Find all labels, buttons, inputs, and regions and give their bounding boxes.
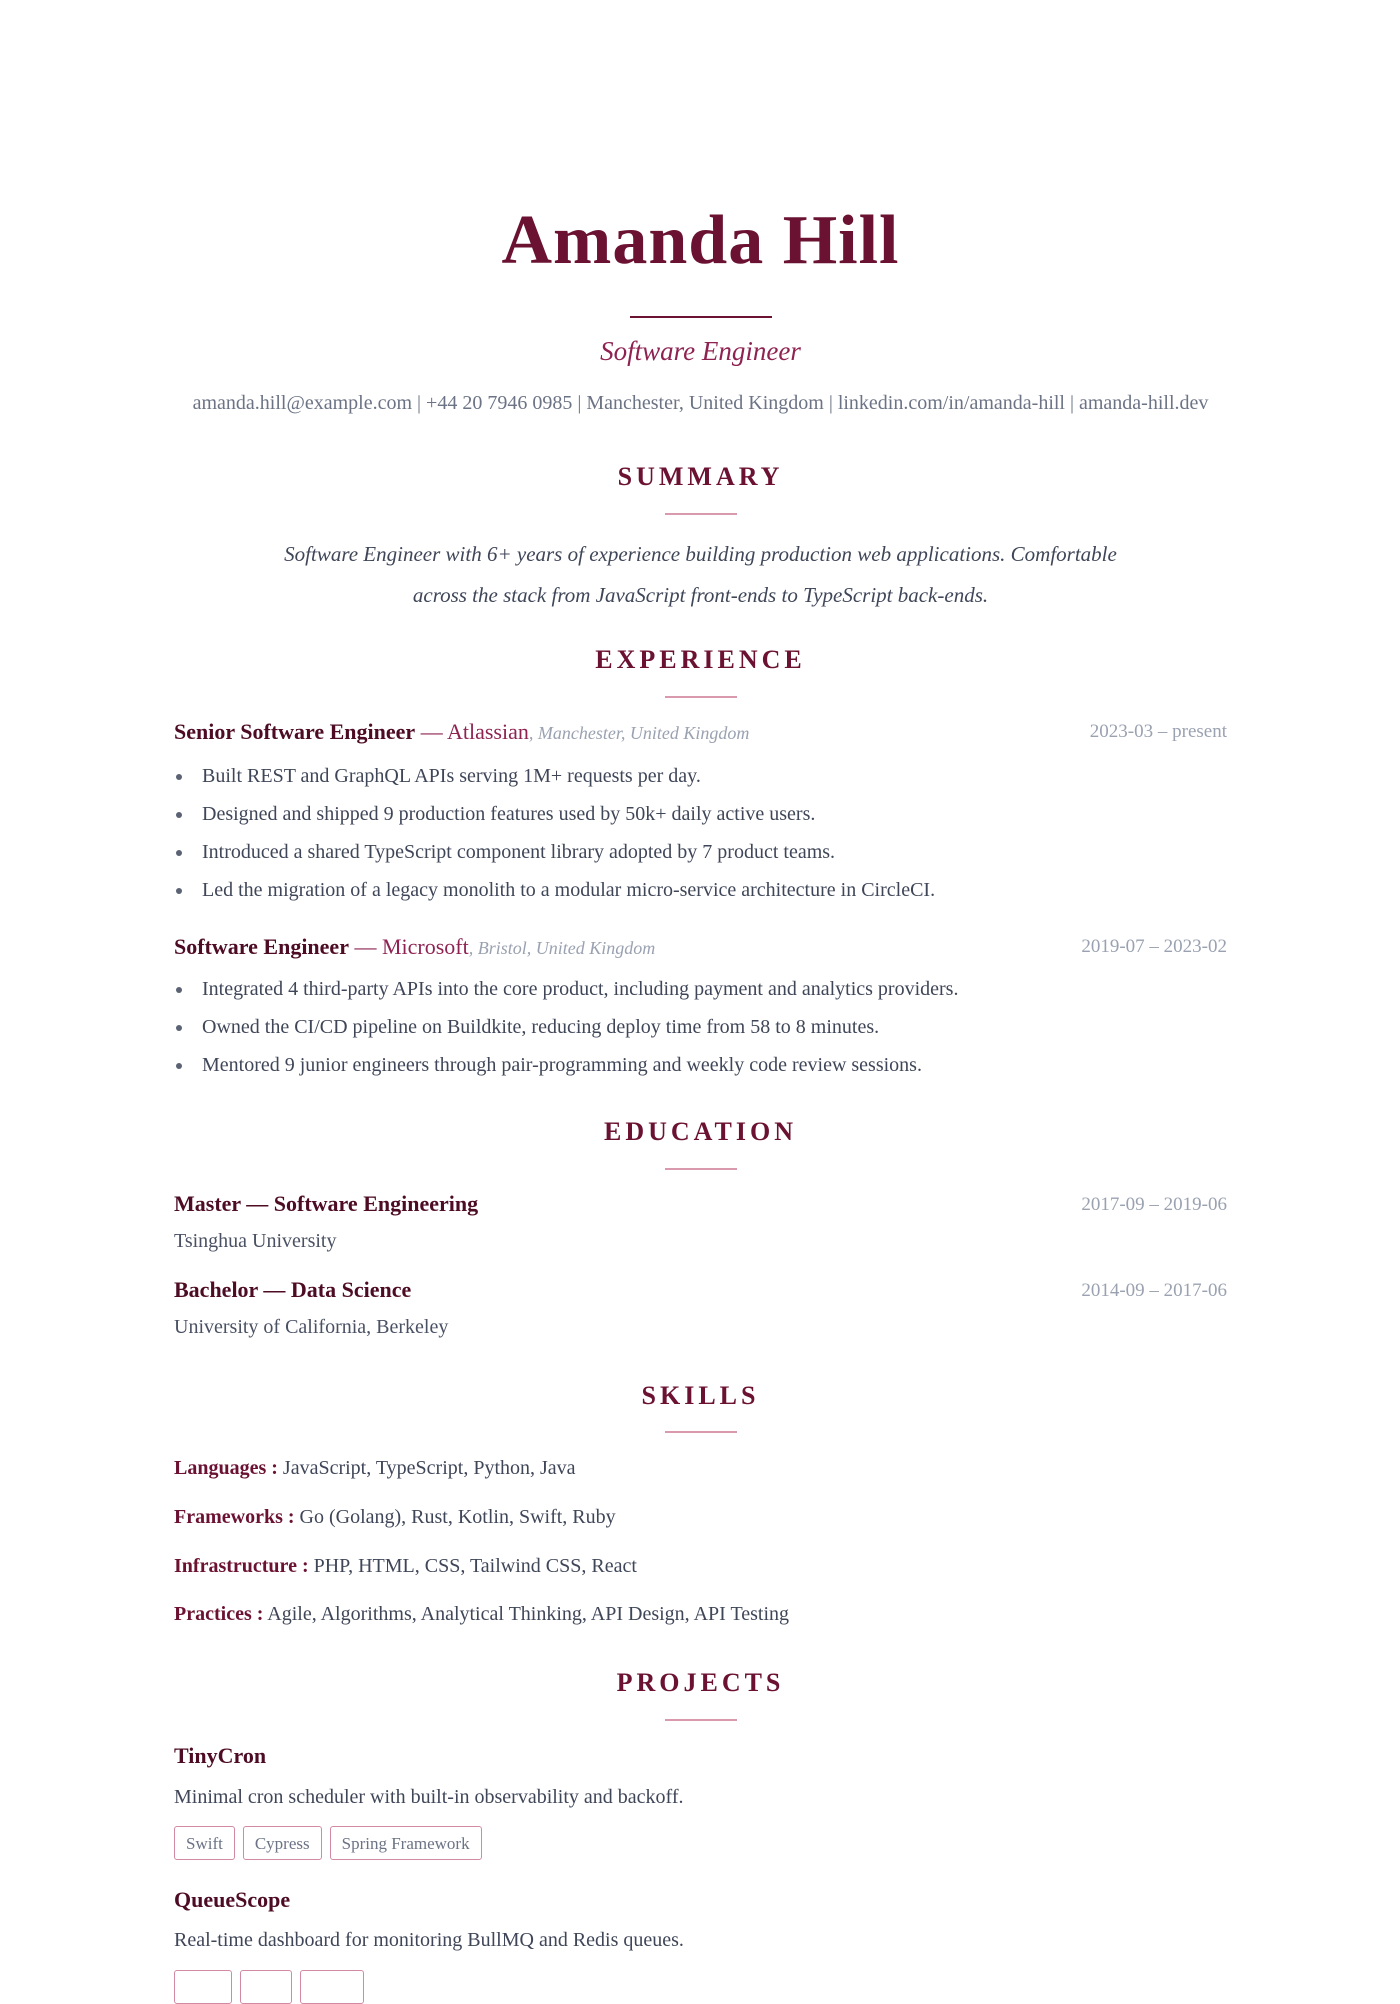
education-degree: Bachelor — Data Science — [174, 1277, 412, 1302]
job-dates: 2019-07 – 2023-02 — [1081, 936, 1227, 957]
tag-badge: Swift — [174, 1826, 235, 1860]
candidate-role: Software Engineer — [600, 336, 801, 366]
list-item: Integrated 4 third-party APIs into the core product, including payment and analytics providers. — [174, 970, 1227, 1008]
section-divider-experience — [665, 696, 737, 698]
skill-values: Agile, Algorithms, Analytical Thinking, API Design, API Testing — [263, 1603, 790, 1625]
job-location: , Manchester, United Kingdom — [528, 723, 750, 743]
skill-values: Go (Golang), Rust, Kotlin, Swift, Ruby — [294, 1506, 616, 1528]
education-dates: 2017-09 – 2019-06 — [1081, 1194, 1227, 1215]
project-description: Minimal cron scheduler with built-in observability and backoff. — [174, 1786, 684, 1808]
job-bullets — [174, 970, 1227, 1084]
skill-row — [174, 1506, 616, 1529]
job-title: Software Engineer — [174, 934, 349, 959]
skill-row — [174, 1555, 637, 1578]
project-description: Real-time dashboard for monitoring BullMQ and Redis queues. — [174, 1929, 684, 1951]
section-divider-education — [665, 1168, 737, 1170]
skill-label: Infrastructure : — [174, 1555, 309, 1577]
job-company: Atlassian — [446, 719, 529, 744]
job-title: Senior Software Engineer — [174, 719, 416, 744]
contact-line: amanda.hill@example.com | +44 20 7946 0985 | Manchester, United Kingdom | linkedin.com/in/amanda-hill | amanda-hill.dev — [192, 392, 1209, 414]
summary-text — [274, 534, 1127, 616]
tag-badge — [240, 1970, 292, 2004]
list-item: Designed and shipped 9 production features used by 50k+ daily active users. — [174, 795, 1227, 833]
job-dates: 2023-03 – present — [1089, 721, 1227, 742]
section-title-experience: EXPERIENCE — [595, 645, 806, 674]
skill-values: PHP, HTML, CSS, Tailwind CSS, React — [308, 1555, 637, 1577]
project-name: QueueScope — [174, 1887, 291, 1912]
summary-line: Software Engineer with 6+ years of experience building production web applications. Comfortable — [284, 542, 1117, 566]
job-separator: — — [348, 934, 382, 959]
job-bullets — [174, 757, 1227, 909]
project-tags — [174, 1826, 482, 1860]
section-title-education: EDUCATION — [604, 1117, 797, 1146]
section-title-projects: PROJECTS — [616, 1668, 785, 1697]
education-degree: Master — Software Engineering — [174, 1191, 479, 1216]
tag-badge: Cypress — [243, 1826, 322, 1860]
skill-label: Practices : — [174, 1603, 264, 1625]
tag-badge: Spring Framework — [330, 1826, 482, 1860]
section-divider-summary — [665, 513, 737, 515]
list-item: Introduced a shared TypeScript component library adopted by 7 product teams. — [174, 833, 1227, 871]
tag-badge — [300, 1970, 364, 2004]
skill-label: Languages : — [174, 1457, 278, 1479]
skill-values: JavaScript, TypeScript, Python, Java — [277, 1457, 576, 1479]
skill-row — [174, 1603, 789, 1626]
job-location: , Bristol, United Kingdom — [468, 938, 656, 958]
section-title-skills: SKILLS — [641, 1381, 760, 1410]
candidate-name: Amanda Hill — [501, 202, 900, 279]
list-item: Led the migration of a legacy monolith to a modular micro-service architecture in CircleCI. — [174, 871, 1227, 909]
job-separator: — — [415, 719, 447, 744]
project-name: TinyCron — [174, 1743, 267, 1768]
job-company: Microsoft — [381, 934, 469, 959]
section-divider-projects — [665, 1719, 737, 1721]
list-item: Mentored 9 junior engineers through pair-programming and weekly code review sessions. — [174, 1046, 1227, 1084]
project-tags — [174, 1970, 364, 2004]
section-title-summary: SUMMARY — [617, 462, 784, 491]
education-dates: 2014-09 – 2017-06 — [1081, 1280, 1227, 1301]
name-divider — [630, 316, 772, 318]
job-header — [174, 934, 1227, 960]
education-school: University of California, Berkeley — [174, 1316, 449, 1338]
list-item: Built REST and GraphQL APIs serving 1M+ requests per day. — [174, 757, 1227, 795]
skill-label: Frameworks : — [174, 1506, 295, 1528]
summary-line: across the stack from JavaScript front-ends to TypeScript back-ends. — [412, 583, 989, 607]
job-header — [174, 719, 1227, 745]
list-item: Owned the CI/CD pipeline on Buildkite, reducing deploy time from 58 to 8 minutes. — [174, 1008, 1227, 1046]
section-divider-skills — [665, 1431, 737, 1433]
tag-badge — [174, 1970, 232, 2004]
education-school: Tsinghua University — [174, 1230, 337, 1252]
skill-row — [174, 1457, 576, 1480]
